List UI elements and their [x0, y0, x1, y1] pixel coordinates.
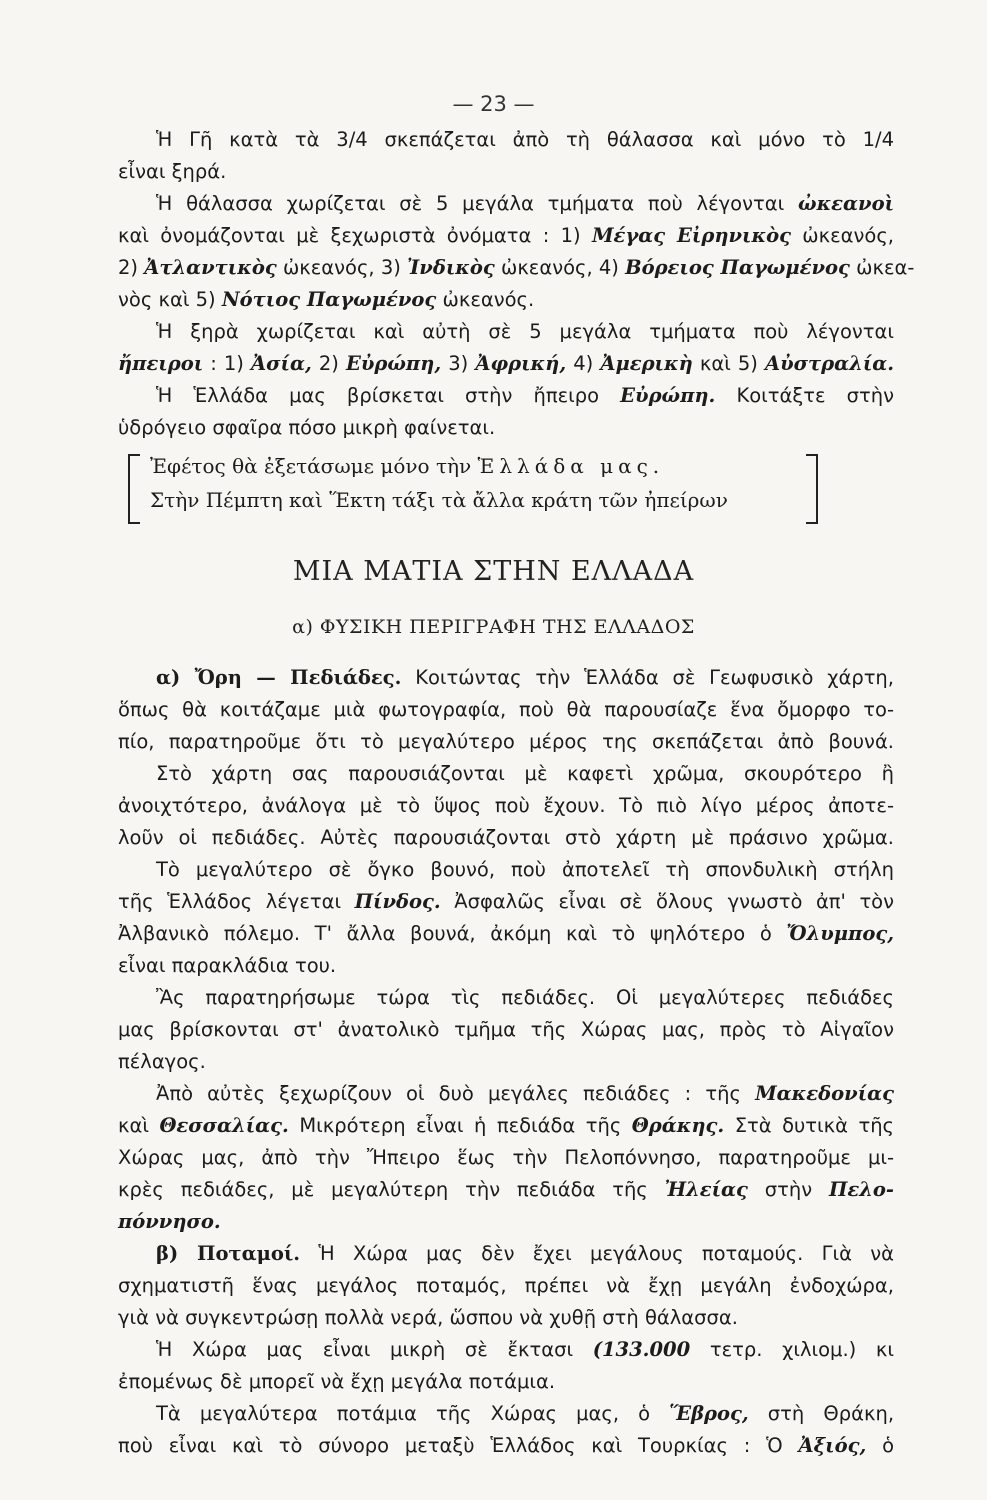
- sec-a-line7: Τὸ μεγαλύτερο σὲ ὄγκο βουνό, ποὺ ἀποτελεῖ τὴ σπονδυλικὴ στήλη: [156, 858, 894, 881]
- section-rivers: [118, 1238, 894, 1462]
- sec-b-line2: σχηματιστῆ ἕνας μεγάλος ποταμός, πρέπει νὰ ἔχῃ μεγάλη ἐνδοχώρα,: [118, 1274, 894, 1297]
- term-antarctic: Νότιος Παγωμένος: [221, 288, 437, 311]
- term-arctic: Βόρειος Παγωμένος: [625, 256, 850, 279]
- term-atlantic: Ἀτλαντικὸς: [144, 256, 277, 279]
- sec-b-line6: Τὰ μεγαλύτερα ποτάμια τῆς Χώρας μας, ὁ Ἕβρος, στὴ Θράκη,: [156, 1402, 895, 1425]
- term-pacific: Μέγας Εἰρηνικὸς: [591, 224, 791, 247]
- sec-b-line1: β) Ποταμοί. Ἡ Χώρα μας δὲν ἔχει μεγάλους ποταμούς. Γιὰ νὰ: [156, 1242, 895, 1265]
- term-ilia: Ἠλείας: [664, 1178, 748, 1201]
- para1-line2: εἶναι ξηρά.: [118, 160, 227, 183]
- section-mountains-plains: [118, 662, 894, 1238]
- sec-b-line5: ἐπομένως δὲ μπορεῖ νὰ ἔχῃ μεγάλα ποτάμια.: [118, 1370, 556, 1393]
- sec-b-line4: Ἡ Χώρα μας εἶναι μικρὴ σὲ ἔκτασι (133.000 τετρ. χιλιομ.) κι: [156, 1338, 895, 1361]
- term-evros: Ἕβρος,: [669, 1402, 749, 1425]
- term-europe-2: Εὐρώπη.: [620, 384, 716, 407]
- right-bracket: [806, 454, 818, 524]
- sec-b-label: β) Ποταμοί.: [156, 1242, 301, 1265]
- term-macedonia: Μακεδονίας: [755, 1082, 895, 1105]
- term-indian: Ἰνδικὸς: [407, 256, 495, 279]
- sec-a-line8: τῆς Ἑλλάδος λέγεται Πίνδος. Ἀσφαλῶς εἶναι σὲ ὅλους γνωστὸ ἀπ' τὸν: [118, 890, 895, 913]
- term-asia: Ἀσία,: [251, 352, 312, 375]
- term-continents: ἤπειροι: [118, 352, 204, 375]
- term-peloponnese: Πελο-: [828, 1178, 895, 1201]
- sec-a-line16: Χώρας μας, ἀπὸ τὴν Ἤπειρο ἕως τὴν Πελοπόννησο, παρατηροῦμε μι-: [118, 1146, 894, 1169]
- para3-line2: ἤπειροι : 1) Ἀσία, 2) Εὐρώπη, 3) Ἀφρική, 4) Ἀμερικὴ καὶ 5) Αὐστραλία.: [118, 352, 895, 375]
- section-heading: α) ΦΥΣΙΚΗ ΠΕΡΙΓΡΑΦΗ ΤΗΣ ΕΛΛΑΔΟΣ: [292, 616, 695, 638]
- sec-a-line1: α) Ὄρη — Πεδιάδες. Κοιτώντας τὴν Ἑλλάδα σὲ Γεωφυσικὸ χάρτη,: [156, 666, 894, 689]
- para2-line2: καὶ ὀνομάζονται μὲ ξεχωριστὰ ὀνόματα : 1) Μέγας Εἰρηνικὸς ὠκεανός,: [118, 224, 894, 247]
- term-thrace: Θράκης.: [631, 1114, 725, 1137]
- para2-line3: 2) Ἀτλαντικὸς ὠκεανός, 3) Ἰνδικὸς ὠκεανός, 4) Βόρειος Παγωμένος ὠκεα-: [118, 256, 915, 279]
- area-figure: (133.000: [592, 1338, 691, 1361]
- sec-a-line6: λοῦν οἱ πεδιάδες. Αὐτὲς παρουσιάζονται στὸ χάρτη μὲ πράσινο χρῶμα.: [118, 826, 894, 849]
- sec-a-line2: ὅπως θὰ κοιτάζαμε μιὰ φωτογραφία, ποὺ θὰ παρουσίαζε ἕνα ὄμορφο το-: [118, 698, 894, 721]
- term-america: Ἀμερικὴ: [600, 352, 693, 375]
- note-line1: Ἐφέτος θὰ ἐξετάσωμε μόνο τὴν Ἑλλάδα μας.: [150, 454, 665, 478]
- chapter-heading: ΜΙΑ ΜΑΤΙΑ ΣΤΗΝ ΕΛΛΑΔΑ: [292, 556, 695, 587]
- sec-a-line18: πόννησο.: [118, 1210, 221, 1233]
- note-line2: Στὴν Πέμπτη καὶ Ἕκτη τάξι τὰ ἄλλα κράτη τῶν ἠπείρων: [150, 488, 728, 512]
- para2-line1: Ἡ θάλασσα χωρίζεται σὲ 5 μεγάλα τμήματα ποὺ λέγονται ὠκεανοὶ: [156, 192, 895, 215]
- term-europe: Εὐρώπη,: [345, 352, 442, 375]
- para4-line2: ὑδρόγειο σφαῖρα πόσο μικρὴ φαίνεται.: [118, 416, 496, 439]
- term-thessaly: Θεσσαλίας.: [159, 1114, 289, 1137]
- para4-line1: Ἡ Ἑλλάδα μας βρίσκεται στὴν ἤπειρο Εὐρώπη. Κοιτάξτε στὴν: [156, 384, 894, 407]
- sec-a-line3: πίο, παρατηροῦμε ὅτι τὸ μεγαλύτερο μέρος της σκεπάζεται ἀπὸ βουνά.: [118, 730, 894, 753]
- sec-a-line10: εἶναι παρακλάδια του.: [118, 954, 337, 977]
- sec-a-line15: καὶ Θεσσαλίας. Μικρότερη εἶναι ἡ πεδιάδα τῆς Θράκης. Στὰ δυτικὰ τῆς: [118, 1114, 894, 1137]
- sec-a-line5: ἀνοιχτότερο, ἀνάλογα μὲ τὸ ὕψος ποὺ ἔχουν. Τὸ πιὸ λίγο μέρος ἀποτε-: [118, 794, 894, 817]
- term-olympus: Ὄλυμπος,: [786, 922, 894, 945]
- para3-line1: Ἡ ξηρὰ χωρίζεται καὶ αὐτὴ σὲ 5 μεγάλα τμήματα ποὺ λέγονται: [156, 320, 894, 343]
- term-pindos: Πίνδος.: [354, 890, 441, 913]
- sec-b-line7: ποὺ εἶναι καὶ τὸ σύνορο μεταξὺ Ἑλλάδος καὶ Τουρκίας : Ὁ Ἀξιός, ὁ: [118, 1434, 894, 1457]
- sec-a-line4: Στὸ χάρτη σας παρουσιάζονται μὲ καφετὶ χρῶμα, σκουρότερο ἢ: [156, 762, 894, 785]
- term-oceans: ὠκεανοὶ: [798, 192, 895, 215]
- sec-a-line14: Ἀπὸ αὐτὲς ξεχωρίζουν οἱ δυὸ μεγάλες πεδιάδες : τῆς Μακεδονίας: [156, 1082, 895, 1105]
- sec-b-line3: γιὰ νὰ συγκεντρώσῃ πολλὰ νερά, ὥσπου νὰ χυθῇ στὴ θάλασσα.: [118, 1306, 738, 1329]
- bracket-note: [128, 450, 818, 530]
- term-africa: Ἀφρική,: [475, 352, 567, 375]
- sec-a-label: α) Ὄρη — Πεδιάδες.: [156, 666, 402, 689]
- intro-paragraphs: [118, 124, 915, 444]
- left-bracket: [128, 454, 140, 524]
- sec-a-line13: πέλαγος.: [118, 1050, 206, 1073]
- term-axios: Ἀξιός,: [798, 1434, 867, 1457]
- page-number: — 23 —: [452, 92, 535, 116]
- term-australia: Αὐστραλία.: [765, 352, 895, 375]
- sec-a-line17: κρὲς πεδιάδες, μὲ μεγαλύτερη τὴν πεδιάδα τῆς Ἠλείας στὴν Πελο-: [118, 1178, 895, 1201]
- sec-a-line11: Ἂς παρατηρήσωμε τώρα τὶς πεδιάδες. Οἱ μεγαλύτερες πεδιάδες: [156, 986, 894, 1009]
- para1-line1: Ἡ Γῆ κατὰ τὰ 3/4 σκεπάζεται ἀπὸ τὴ θάλασσα καὶ μόνο τὸ 1/4: [156, 128, 894, 151]
- para2-line4: νὸς καὶ 5) Νότιος Παγωμένος ὠκεανός.: [118, 288, 535, 311]
- sec-a-line9: Ἀλβανικὸ πόλεμο. Τ' ἄλλα βουνά, ἀκόμη καὶ τὸ ψηλότερο ὁ Ὄλυμπος,: [118, 922, 894, 945]
- sec-a-line12: μας βρίσκονται στ' ἀνατολικὸ τμῆμα τῆς Χώρας μας, πρὸς τὸ Αἰγαῖον: [118, 1018, 894, 1041]
